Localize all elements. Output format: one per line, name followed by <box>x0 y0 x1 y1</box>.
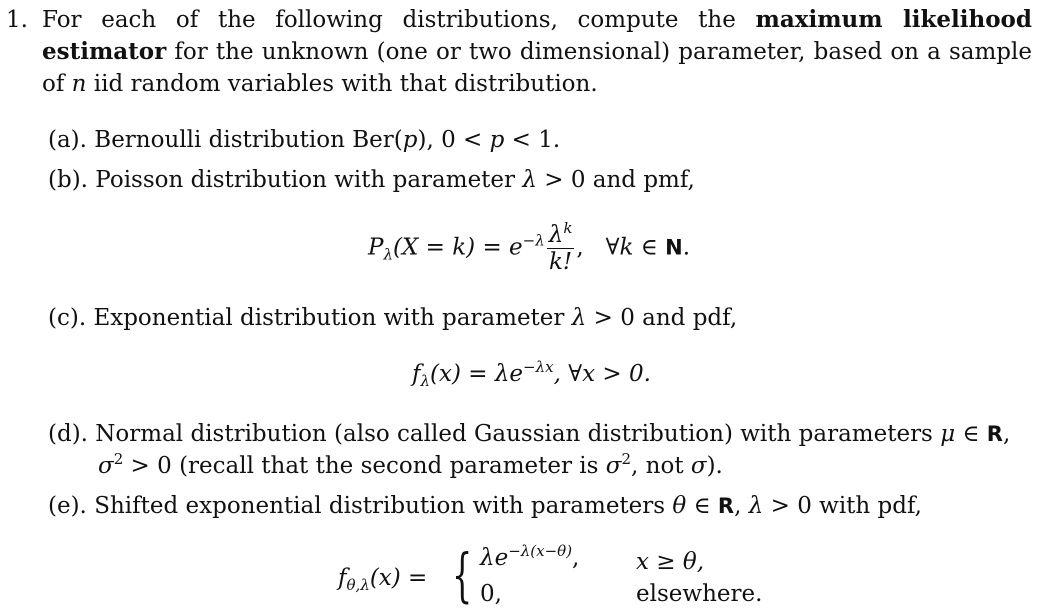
item-c <box>48 302 737 334</box>
eq-e-case1 <box>480 542 579 574</box>
intro-bold: maximum likelihood estimator <box>42 6 1032 65</box>
intro-text-3: iid random variables with that distribution. <box>86 71 598 97</box>
eq-b-P: P <box>368 234 384 261</box>
item-d-sq: 2 <box>113 450 124 468</box>
item-a-p: p <box>402 127 418 153</box>
eq-e-case2 <box>480 578 502 610</box>
eq-b-N: N <box>665 235 683 260</box>
eq-b-fraction <box>547 219 575 275</box>
item-a-label: (a). <box>48 127 87 153</box>
eq-c-rest: , ∀x > 0. <box>553 361 651 387</box>
eq-e-cond2 <box>636 578 762 610</box>
item-b-text2: > 0 and pmf, <box>536 167 695 193</box>
item-a <box>48 124 560 156</box>
item-d-label: (d). <box>48 421 88 447</box>
item-e-theta: θ <box>672 493 687 519</box>
eq-b-den: k! <box>548 249 573 275</box>
eq-c-f: f <box>412 361 421 387</box>
item-d-line2b: , not <box>631 453 691 479</box>
eq-b-period: . <box>682 234 691 261</box>
left-brace: { <box>452 541 473 609</box>
eq-e-case1-comma: , <box>572 545 580 571</box>
equation-exponential <box>412 358 651 390</box>
item-d-sigma: σ <box>98 453 114 479</box>
eq-e-case1-text: λe <box>480 545 509 571</box>
item-d-line2c: ). <box>706 453 723 479</box>
problem-number: 1. <box>6 7 28 33</box>
item-d <box>48 418 1010 450</box>
intro-text-2: for the unknown (one or two dimensional) parameter, based on a sample of <box>42 39 1032 97</box>
item-d-in: ∈ <box>955 421 987 447</box>
eq-b-num: λ <box>548 222 564 248</box>
item-a-text2: ), 0 < <box>417 127 490 153</box>
eq-c-sub: λ <box>420 372 431 390</box>
eq-b-sub: λ <box>383 245 393 264</box>
item-c-lambda: λ <box>571 305 587 331</box>
eq-e-lhs-text: (x) = <box>369 565 428 591</box>
item-e-lambda: λ <box>748 493 764 519</box>
item-d-sigma2: σ <box>605 453 622 479</box>
item-c-text2: > 0 and pdf, <box>586 305 738 331</box>
item-e <box>48 490 922 522</box>
item-e-R: R <box>717 494 735 518</box>
eq-e-lhs <box>338 562 427 594</box>
item-b-lambda: λ <box>522 167 537 193</box>
item-a-text3: < 1. <box>504 127 561 153</box>
eq-b-exp: −λ <box>522 231 545 250</box>
eq-c-exp: −λx <box>523 358 554 376</box>
item-b-label: (b). <box>48 167 88 193</box>
item-e-in: ∈ <box>686 493 718 519</box>
item-d-comma: , <box>1002 421 1011 447</box>
eq-e-case1-exp: −λ(x−θ) <box>508 542 573 560</box>
item-b <box>48 164 695 196</box>
item-d-sigma3: σ <box>690 453 707 479</box>
item-d-line2: > 0 (recall that the second parameter is <box>123 453 606 479</box>
problem-intro <box>42 4 1032 100</box>
item-c-text: Exponential distribution with parameter <box>93 305 572 331</box>
item-a-p2: p <box>489 127 505 153</box>
item-e-text: Shifted exponential distribution with parameters <box>94 493 673 519</box>
item-d-continuation <box>98 450 723 482</box>
eq-b-comma: , <box>576 234 584 261</box>
eq-e-cond1-text: x ≥ θ, <box>636 549 705 575</box>
eq-e-cond1 <box>636 546 704 578</box>
intro-text-1: For each of the following distributions, compute the <box>42 7 756 33</box>
item-d-R: R <box>986 422 1003 446</box>
intro-n: n <box>71 71 87 97</box>
item-e-label: (e). <box>48 493 87 519</box>
item-a-text: Bernoulli distribution Ber( <box>94 127 403 153</box>
item-e-text3: , <box>734 493 749 519</box>
item-d-line1: Normal distribution (also called Gaussian distribution) with parameters <box>95 421 941 447</box>
eq-b-forall: ∀k ∈ <box>605 234 666 261</box>
item-d-mu: μ <box>940 421 956 447</box>
item-e-text4: > 0 with pdf, <box>763 493 922 519</box>
equation-poisson <box>368 219 691 275</box>
eq-e-cond2-text: elsewhere. <box>636 581 763 607</box>
item-b-text: Poisson distribution with parameter <box>95 167 523 193</box>
eq-b-mid: (X = k) = e <box>393 234 523 261</box>
eq-c-mid: (x) = λe <box>430 361 524 387</box>
eq-e-case2-text: 0, <box>480 581 502 607</box>
eq-e-f: f <box>338 565 347 591</box>
eq-e-sub: θ,λ <box>346 576 370 594</box>
item-c-label: (c). <box>48 305 87 331</box>
eq-b-num-sup: k <box>563 219 573 237</box>
item-d-sq2: 2 <box>621 450 632 468</box>
